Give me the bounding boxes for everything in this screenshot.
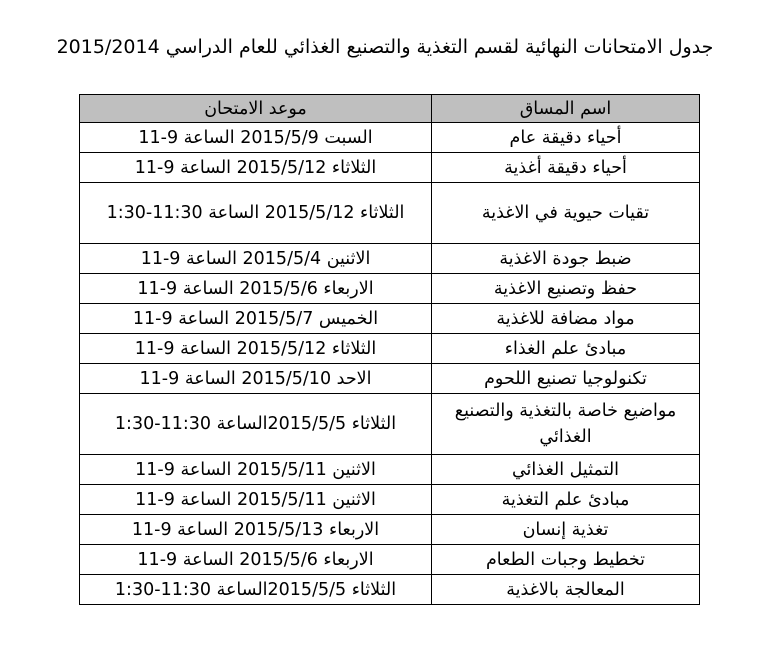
table-row [80, 545, 700, 575]
course-name-cell: مبادئ علم التغذية [432, 485, 700, 515]
course-name-cell: ضبط جودة الاغذية [432, 244, 700, 274]
course-name-header: اسم المساق [432, 95, 700, 123]
exam-date-cell: الثلاثاء 2015/5/12 الساعة 11:30-1:30 [80, 183, 432, 244]
course-name-cell: حفظ وتصنيع الاغذية [432, 274, 700, 304]
exam-date-cell: الاربعاء 2015/5/13 الساعة 9-11 [80, 515, 432, 545]
exam-date-cell: الخميس 2015/5/7 الساعة 9-11 [80, 304, 432, 334]
exam-schedule-table [79, 94, 700, 605]
course-name-cell: تقيات حيوية في الاغذية [432, 183, 700, 244]
table-row [80, 123, 700, 153]
table-row [80, 274, 700, 304]
exam-date-cell: الاثنين 2015/5/4 الساعة 9-11 [80, 244, 432, 274]
table-row [80, 183, 700, 244]
table-row [80, 455, 700, 485]
exam-date-cell: الثلاثاء 2015/5/5الساعة 11:30-1:30 [80, 575, 432, 605]
table-row [80, 364, 700, 394]
table-row [80, 575, 700, 605]
table-row [80, 244, 700, 274]
exam-date-header: موعد الامتحان [80, 95, 432, 123]
exam-date-cell: الاربعاء 2015/5/6 الساعة 9-11 [80, 545, 432, 575]
table-body [80, 123, 700, 605]
exam-date-cell: الثلاثاء 2015/5/12 الساعة 9-11 [80, 153, 432, 183]
table-row [80, 334, 700, 364]
course-name-cell: تغذية إنسان [432, 515, 700, 545]
exam-date-cell: الثلاثاء 2015/5/5الساعة 11:30-1:30 [80, 394, 432, 455]
exam-date-cell: الاثنين 2015/5/11 الساعة 9-11 [80, 485, 432, 515]
course-name-cell: تخطيط وجبات الطعام [432, 545, 700, 575]
course-name-cell: التمثيل الغذائي [432, 455, 700, 485]
document-title: جدول الامتحانات النهائية لقسم التغذية والتصنيع الغذائي للعام الدراسي 2015/2014 [56, 36, 714, 58]
table-row [80, 485, 700, 515]
table-row [80, 515, 700, 545]
table-row [80, 394, 700, 455]
course-name-cell: تكنولوجيا تصنيع اللحوم [432, 364, 700, 394]
course-name-cell: مبادئ علم الغذاء [432, 334, 700, 364]
exam-date-cell: الثلاثاء 2015/5/12 الساعة 9-11 [80, 334, 432, 364]
table-header-row [80, 95, 700, 123]
exam-date-cell: الاثنين 2015/5/11 الساعة 9-11 [80, 455, 432, 485]
exam-date-cell: الاربعاء 2015/5/6 الساعة 9-11 [80, 274, 432, 304]
table-row [80, 304, 700, 334]
exam-date-cell: الاحد 2015/5/10 الساعة 9-11 [80, 364, 432, 394]
course-name-cell: المعالجة بالاغذية [432, 575, 700, 605]
exam-date-cell: السبت 2015/5/9 الساعة 9-11 [80, 123, 432, 153]
course-name-cell: مواد مضافة للاغذية [432, 304, 700, 334]
course-name-cell: أحياء دقيقة أغذية [432, 153, 700, 183]
course-name-cell: أحياء دقيقة عام [432, 123, 700, 153]
table-row [80, 153, 700, 183]
course-name-cell: مواضيع خاصة بالتغذية والتصنيع الغذائي [432, 394, 700, 455]
